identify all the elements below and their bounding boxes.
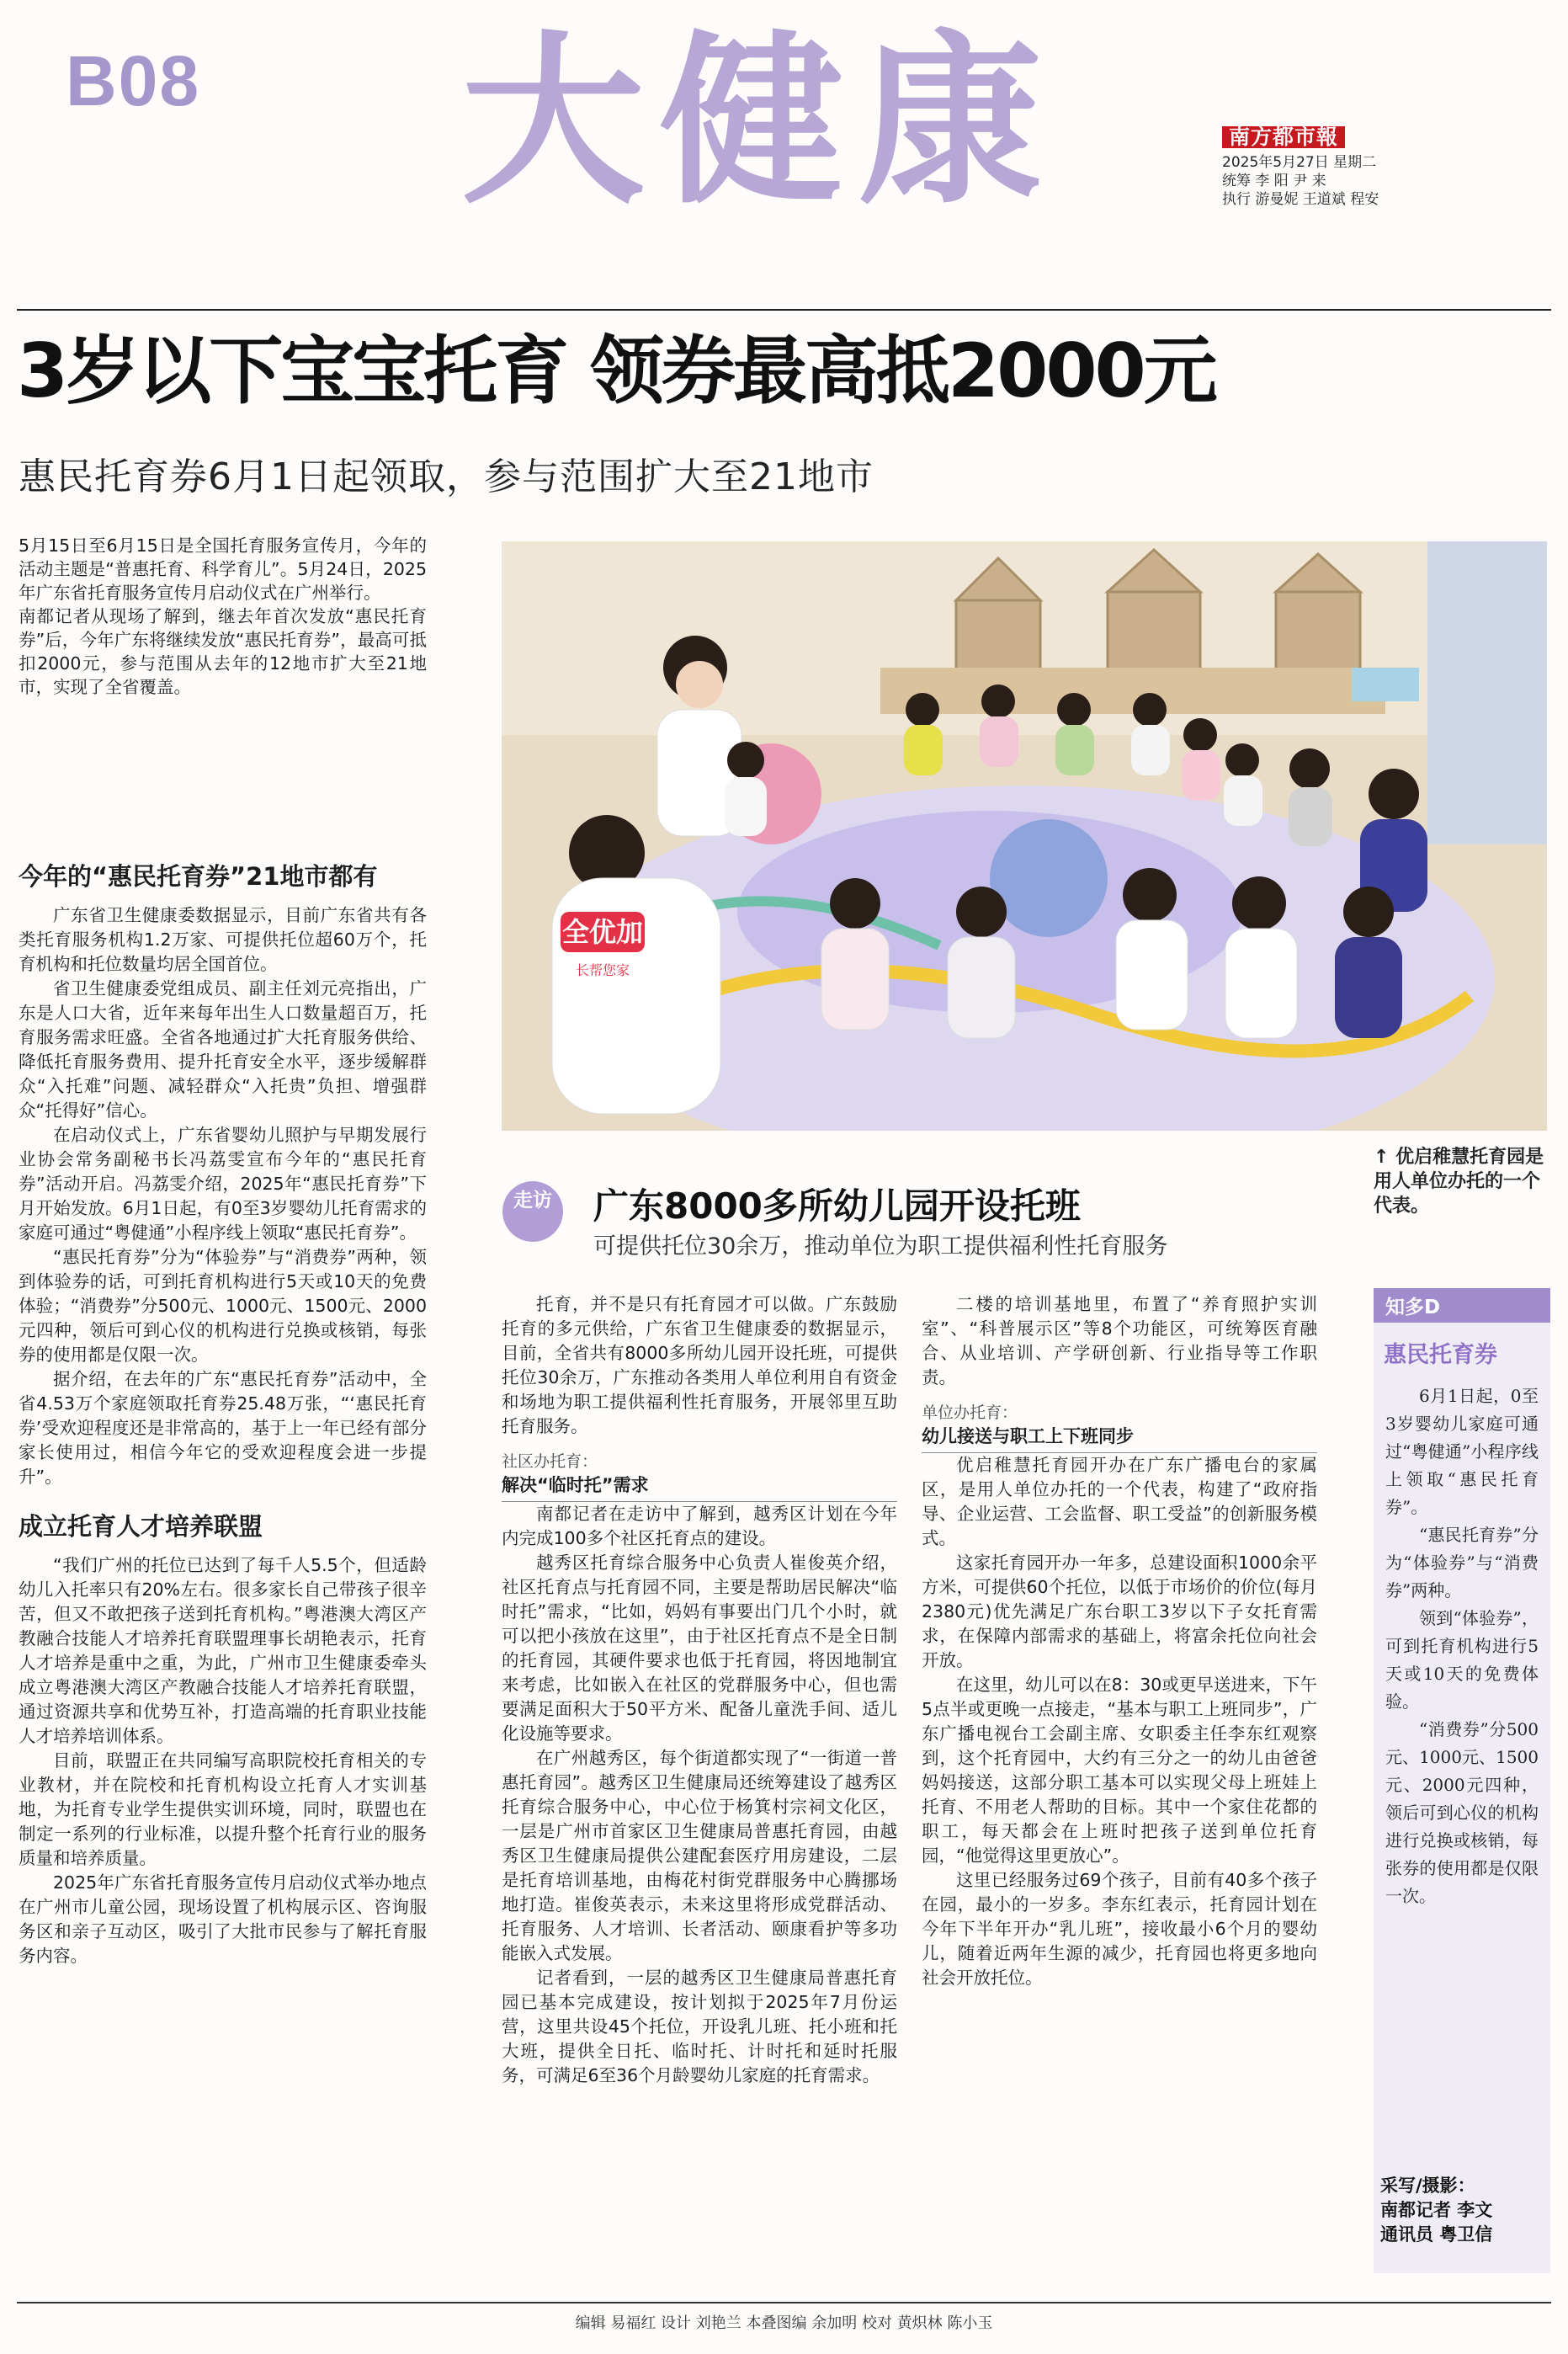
sidebar-title: 惠民托育券 (1384, 1342, 1497, 1368)
footer-rule (17, 2302, 1551, 2303)
feature-subtitle: 可提供托位30余万，推动单位为职工提供福利性托育服务 (593, 1233, 1168, 1260)
feature-badge: 走访 (502, 1181, 563, 1242)
shirt-logo-text: 全优加 (561, 916, 644, 948)
body-paragraph: 二楼的培训基地里，布置了“养育照护实训室”、“科普展示区”等8个功能区，可统筹医育融合、从业培训、产学研创新、行业指导等工作职责。 (922, 1294, 1317, 1387)
left-column (19, 846, 427, 1968)
body-paragraph: 南都记者在走访中了解到，越秀区计划在今年内完成100多个社区托育点的建设。 (502, 1504, 897, 1548)
subhead: 惠民托育券6月1日起领取，参与范围扩大至21地市 (19, 455, 874, 498)
sidebar-body (1385, 1382, 1539, 1910)
body-paragraph: 在这里，幼儿可以在8：30或更早送进来，下午5点半或更晚一点接走，“基本与职工上班同步”，广东广播电视台工会副主席、女职委主任李东红观察到，这个托育园中，大约有三分之一的幼儿由爸爸妈妈接送，这部分职工基本可以实现父母上班娃上托育、不用老人帮助的目标。其中一个家住花都的职工，每天都会在上班时把孩子送到单位托育园，“他觉得这里更放心”。 (922, 1675, 1317, 1866)
body-paragraph: 越秀区托育综合服务中心负责人崔俊英介绍，社区托育点与托育园不同，主要是帮助居民解决“临时托”需求，“比如，妈妈有事要出门几个小时，就可以把小孩放在这里”，由于社区托育点不是全日制的托育园，其硬件要求也低于托育园，将因地制宜来考虑，比如嵌入在社区的党群服务中心，但也需要满足面积大于50平方米、配备儿童洗手间、适儿化设施等要求。 (502, 1552, 897, 1744)
body-paragraph: 记者看到，一层的越秀区卫生健康局普惠托育园已基本完成建设，按计划拟于2025年7月份运营，这里共设45个托位，开设乳儿班、托小班和托大班，提供全日托、临时托、计时托和延时托服务，可满足6至36个月龄婴幼儿家庭的托育需求。 (502, 1968, 897, 2085)
section-heading: 今年的“惠民托育券”21地市都有 (19, 862, 378, 891)
editors-line: 统筹 李 阳 尹 来 (1222, 173, 1326, 189)
body-paragraph: 托育，并不是只有托育园才可以做。广东鼓励托育的多元供给，广东省卫生健康委的数据显示，目前，全省共有8000多所幼儿园开设托班，可提供托位30余万，广东推动各类用人单位利用自有资金和场地为职工提供福利性托育服务，开展邻里互助托育服务。 (502, 1294, 897, 1436)
body-paragraph: 在启动仪式上，广东省婴幼儿照护与早期发展行业协会常务副秘书长冯荔雯宣布今年的“惠民托育券”活动开启。冯荔雯介绍，2025年“惠民托育券”下月开始发放。6月1日起，有0至3岁婴幼儿托育需求的家庭可通过“粤健通”小程序线上领取“惠民托育券”。 (19, 1125, 427, 1243)
shirt-sub-text: 长帮您家 (575, 962, 630, 978)
subsection-title: 幼儿接送与职工上下班同步 (922, 1424, 1317, 1453)
subsection-label: 社区办托育： (502, 1452, 598, 1471)
lead-paragraph: 南都记者从现场了解到，继去年首次发放“惠民托育券”后，今年广东将继续发放“惠民托育券”，最高可抵扣2000元，参与范围从去年的12地市扩大至21地市，实现了全省覆盖。 (19, 606, 427, 697)
body-paragraph: 这家托育园开办一年多，总建设面积1000余平方米，可提供60个托位，以低于市场价的价位(每月2380元)优先满足广东台职工3岁以下子女托育需求，在保障内部需求的基础上，将富余托位向社会开放。 (922, 1552, 1317, 1670)
body-paragraph: 2025年广东省托育服务宣传月启动仪式举办地点在广州市儿童公园，现场设置了机构展示区、咨询服务区和亲子互动区，吸引了大批市民参与了解托育服务内容。 (19, 1872, 427, 1966)
nursery-photo (502, 541, 1547, 1131)
sidebar-paragraph: “惠民托育券”分为“体验券”与“消费券”两种。 (1385, 1525, 1539, 1600)
date-line: 2025年5月27日 星期二 (1222, 154, 1377, 171)
photo-caption: ↑ 优启稚慧托育园是用人单位办托的一个代表。 (1374, 1147, 1544, 1217)
exec-line: 执行 游曼妮 王道斌 程安 (1222, 191, 1379, 208)
subsection-title: 解决“临时托”需求 (502, 1473, 897, 1502)
masthead (1222, 126, 1542, 209)
byline (1380, 2174, 1549, 2247)
byline-label: 采写/摄影： (1380, 2176, 1475, 2196)
feature-column-1 (502, 1292, 897, 2088)
body-paragraph: 目前，联盟正在共同编写高职院校托育相关的专业教材，并在院校和托育机构设立托育人才实训基地，为托育专业学生提供实训环境，同时，联盟也在制定一系列的行业标准，以提升整个托育行业的服务质量和培养质量。 (19, 1750, 427, 1868)
nursery-photo-illustration (502, 541, 1547, 1131)
sidebar-box (1374, 1288, 1550, 2273)
body-paragraph: 在广州越秀区，每个街道都实现了“一街道一普惠托育园”。越秀区卫生健康局还统筹建设了越秀区托育综合服务中心，中心位于杨箕村宗祠文化区，一层是广州市首家区卫生健康局普惠托育园，由越秀区卫生健康局提供公建配套医疗用房建设，二层是托育培训基地，由梅花村街党群服务中心腾挪场地打造。崔俊英表示，未来这里将形成党群活动、托育服务、人才培训、长者活动、颐康看护等多功能嵌入式发展。 (502, 1748, 897, 1963)
body-paragraph: 据介绍，在去年的广东“惠民托育券”活动中，全省4.53万个家庭领取托育券25.48万张，“‘惠民托育券’受欢迎程度还是非常高的，基于上一年已经有部分家长使用过，相信今年它的受欢迎程度会进一步提升”。 (19, 1369, 427, 1487)
headline: 3岁以下宝宝托育 领券最高抵2000元 (17, 328, 1215, 414)
body-paragraph: 优启稚慧托育园开办在广东广播电台的家属区，是用人单位办托的一个代表，构建了“政府指导、企业运营、工会监督、职工受益”的创新服务模式。 (922, 1455, 1317, 1548)
subsection-label: 单位办托育： (922, 1403, 1018, 1422)
byline-reporter: 南都记者 李文 (1380, 2200, 1493, 2220)
byline-correspondent: 通讯员 粤卫信 (1380, 2224, 1493, 2245)
lead-paragraph: 5月15日至6月15日是全国托育服务宣传月，今年的活动主题是“普惠托育、科学育儿”。5月24日，2025年广东省托育服务宣传月启动仪式在广州举行。 (19, 535, 427, 603)
body-paragraph: “我们广州的托位已达到了每千人5.5个，但适龄幼儿入托率只有20%左右。很多家长自己带孩子很辛苦，但又不敢把孩子送到托育机构。”粤港澳大湾区产教融合技能人才培养托育联盟理事长胡艳表示，托育人才培养是重中之重，为此，广州市卫生健康委牵头成立粤港澳大湾区产教融合技能人才培养托育联盟，通过资源共享和优势互补，打造高端的托育职业技能人才培养培训体系。 (19, 1555, 427, 1746)
feature-column-2 (922, 1292, 1317, 1990)
sidebar-paragraph: 领到“体验券”，可到托育机构进行5天或10天的免费体验。 (1385, 1608, 1539, 1712)
page-code: B08 (66, 41, 201, 120)
sidebar-paragraph: “消费券”分500元、1000元、1500元、2000元四种，领后可到心仪的机构进行兑换或核销，每张券的使用都是仅限一次。 (1385, 1719, 1539, 1906)
sidebar-tag: 知多D (1374, 1288, 1550, 1323)
section-heading: 成立托育人才培养联盟 (19, 1512, 263, 1541)
section-title: 大健康 (461, 13, 1057, 229)
lead-paragraphs (19, 534, 427, 699)
feature-title: 广东8000多所幼儿园开设托班 (593, 1185, 1081, 1227)
sidebar-paragraph: 6月1日起，0至3岁婴幼儿家庭可通过“粤健通”小程序线上领取“惠民托育券”。 (1385, 1386, 1539, 1517)
body-paragraph: 这里已经服务过69个孩子，目前有40多个孩子在园，最小的一岁多。李东红表示，托育园计划在今年下半年开办“乳儿班”，接收最小6个月的婴幼儿，随着近两年生源的减少，托育园也将更多地向社会开放托位。 (922, 1870, 1317, 1988)
body-paragraph: 省卫生健康委党组成员、副主任刘元亮指出，广东是人口大省，近年来每年出生人口数量超百万，托育服务需求旺盛。全省各地通过扩大托育服务供给、降低托育服务费用、提升托育安全水平，逐步缓解群众“入托难”问题、减轻群众“入托贵”负担、增强群众“托得好”信心。 (19, 978, 427, 1121)
body-paragraph: “惠民托育券”分为“体验券”与“消费券”两种，领到体验券的话，可到托育机构进行5天或10天的免费体验；“消费券”分500元、1000元、1500元、2000元四种，领后可到心仪的机构进行兑换或核销，每张券的使用都是仅限一次。 (19, 1247, 427, 1365)
header-rule (17, 309, 1551, 311)
body-paragraph: 广东省卫生健康委数据显示，目前广东省共有各类托育服务机构1.2万家、可提供托位超60万个，托育机构和托位数量均居全国首位。 (19, 905, 427, 974)
footer-credits: 编辑 易福红 设计 刘艳兰 本叠图编 余加明 校对 黄炽林 陈小玉 (575, 2314, 993, 2332)
newspaper-logo: 南方都市報 (1222, 126, 1345, 148)
